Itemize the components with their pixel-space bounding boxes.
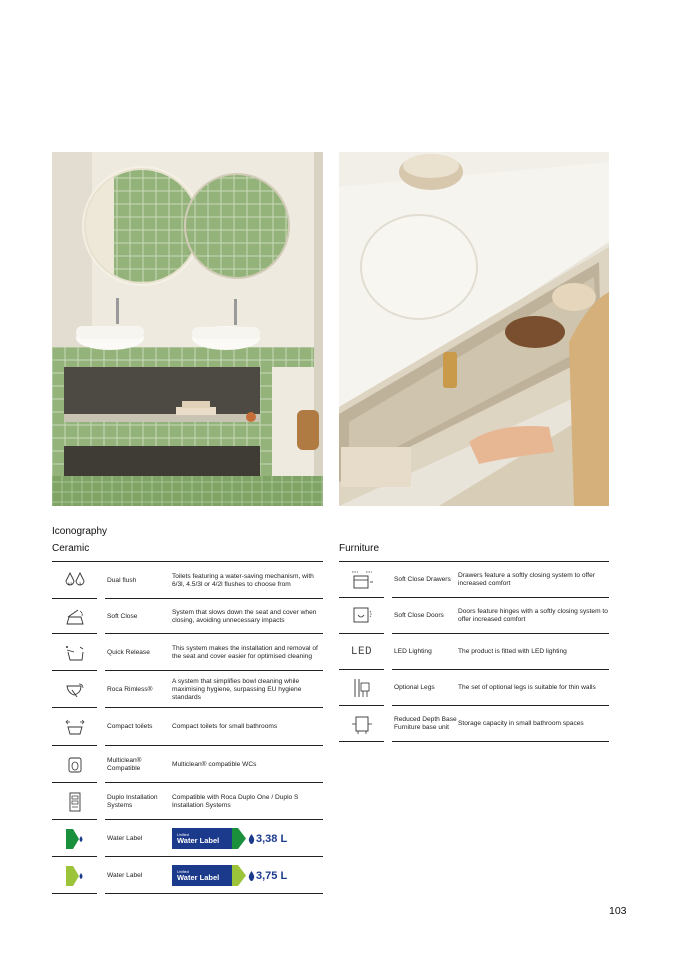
multiclean-icon bbox=[52, 756, 97, 774]
optional-legs-icon bbox=[339, 677, 384, 699]
feature-name: Roca Rimless® bbox=[107, 685, 153, 693]
led-icon bbox=[339, 646, 384, 658]
table-row bbox=[52, 634, 323, 671]
compact-toilet-icon bbox=[52, 718, 97, 736]
dual-flush-icon bbox=[52, 571, 97, 591]
table-row bbox=[52, 783, 323, 820]
feature-description: A system that simplifies bowl cleaning while maximising hygiene, surpassing EU hygiene standards bbox=[172, 677, 302, 701]
reduced-depth-icon bbox=[339, 713, 384, 735]
quick-release-icon bbox=[52, 644, 97, 662]
table-row bbox=[52, 671, 323, 708]
rimless-icon bbox=[52, 681, 97, 699]
feature-name: Dual flush bbox=[107, 576, 137, 584]
soft-close-seat-icon bbox=[52, 608, 97, 626]
feature-description: The set of optional legs is suitable for thin walls bbox=[458, 684, 596, 691]
feature-name: Compact toilets bbox=[107, 723, 153, 730]
water-label-arrow-icon bbox=[232, 865, 246, 886]
water-label-box bbox=[172, 865, 232, 886]
feature-name: Water Label bbox=[107, 834, 143, 842]
bathroom-photo-green-tiles bbox=[52, 152, 323, 506]
svg-text:4.5: 4.5 bbox=[67, 581, 72, 586]
table-row bbox=[52, 708, 323, 746]
table-row bbox=[52, 857, 323, 894]
water-drop-icon bbox=[248, 834, 255, 844]
water-label-title: Water Label bbox=[177, 835, 220, 845]
feature-description: Storage capacity in small bathroom spaces bbox=[458, 720, 584, 727]
feature-description: Doors feature hinges with a softly closing system to offer increased comfort bbox=[458, 608, 608, 623]
table-row bbox=[339, 562, 609, 598]
water-label-dark-green-icon bbox=[52, 828, 97, 850]
feature-name: Multiclean® Compatible bbox=[107, 756, 142, 772]
ceramic-title: Ceramic bbox=[52, 543, 90, 554]
water-label-box bbox=[172, 828, 232, 849]
feature-description: System that slows down the seat and cover when closing, avoiding unnecessary impacts bbox=[172, 608, 317, 624]
feature-description: Compact toilets for small bathrooms bbox=[172, 723, 278, 730]
water-label-small-text: Unified bbox=[177, 832, 189, 837]
soft-close-door-icon bbox=[339, 606, 384, 626]
water-label-value: 3,75 L bbox=[256, 869, 288, 882]
furniture-icon-table bbox=[339, 561, 609, 742]
vanity-drawer-photo bbox=[339, 152, 609, 506]
table-row bbox=[52, 599, 323, 634]
feature-name: LED Lighting bbox=[394, 648, 432, 655]
feature-description: This system makes the installation and removal of the seat and cover easier for optimised cleaning bbox=[172, 644, 318, 660]
table-row bbox=[52, 562, 323, 599]
table-row bbox=[52, 746, 323, 783]
feature-name: Quick Release bbox=[107, 648, 150, 656]
ceramic-icon-table bbox=[52, 561, 323, 894]
feature-name: Soft Close Doors bbox=[394, 612, 444, 619]
soft-close-drawer-icon bbox=[339, 570, 384, 590]
water-label-light-green-icon bbox=[52, 865, 97, 887]
water-drop-icon bbox=[248, 871, 255, 881]
table-row bbox=[339, 634, 609, 670]
feature-description: Toilets featuring a water-saving mechanism, with 6/3l, 4.5/3l or 4/2l flushes to choose from bbox=[172, 572, 314, 588]
feature-description: Compatible with Roca Duplo One / Duplo S Installation Systems bbox=[172, 793, 299, 809]
led-icon-text: LED bbox=[350, 646, 373, 658]
table-row bbox=[339, 670, 609, 706]
feature-name: Water Label bbox=[107, 871, 143, 879]
water-label-small-text: Unified bbox=[177, 869, 189, 874]
feature-description: The product is fitted with LED lighting bbox=[458, 648, 567, 655]
furniture-title: Furniture bbox=[339, 543, 380, 554]
table-row bbox=[52, 820, 323, 857]
water-label-badge bbox=[172, 828, 287, 849]
water-label-value: 3,38 L bbox=[256, 832, 288, 845]
page-number: 103 bbox=[609, 905, 627, 917]
feature-name: Soft Close Drawers bbox=[394, 576, 451, 583]
feature-name: Duplo Installation Systems bbox=[107, 793, 158, 809]
water-label-arrow-icon bbox=[232, 828, 246, 849]
duplo-installation-icon bbox=[52, 792, 97, 812]
feature-name: Soft Close bbox=[107, 612, 138, 620]
feature-name: Optional Legs bbox=[394, 684, 435, 691]
water-label-title: Water Label bbox=[177, 872, 220, 882]
feature-description: Multiclean® compatible WCs bbox=[172, 760, 257, 768]
svg-text:3: 3 bbox=[78, 581, 81, 586]
iconography-title: Iconography bbox=[52, 526, 108, 537]
water-label-badge bbox=[172, 865, 287, 886]
feature-name: Reduced Depth Base Furniture base unit bbox=[394, 716, 457, 731]
table-row bbox=[339, 598, 609, 634]
feature-description: Drawers feature a softly closing system to offer increased comfort bbox=[458, 572, 595, 587]
table-row bbox=[339, 706, 609, 742]
